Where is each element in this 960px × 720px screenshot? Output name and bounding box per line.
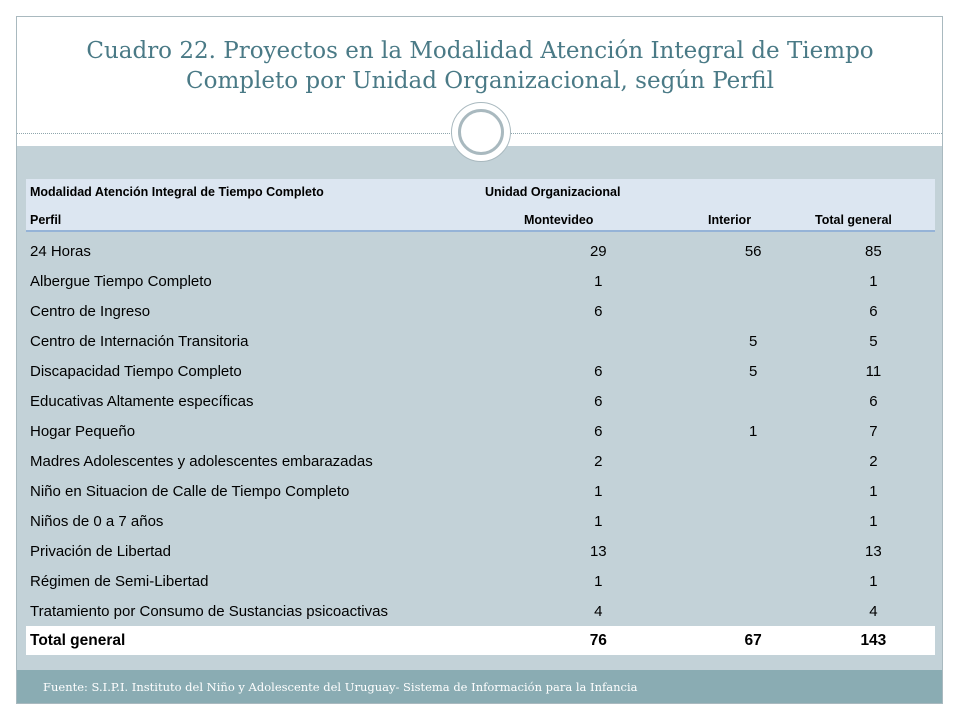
row-label: Tratamiento por Consumo de Sustancias psicoactivas xyxy=(30,602,388,620)
cell-montevideo: 1 xyxy=(594,512,603,530)
table-row xyxy=(26,416,935,446)
row-label: Privación de Libertad xyxy=(30,542,171,560)
cell-montevideo: 6 xyxy=(594,302,603,320)
row-label: Niños de 0 a 7 años xyxy=(30,512,164,530)
row-label: Total general xyxy=(26,626,502,655)
cell-interior xyxy=(695,296,812,326)
cell-montevideo: 29 xyxy=(589,242,607,260)
cell-montevideo xyxy=(502,326,695,356)
table-row xyxy=(26,566,935,596)
cell-montevideo: 13 xyxy=(589,542,607,560)
row-label: Régimen de Semi-Libertad xyxy=(30,572,209,590)
cell-montevideo: 1 xyxy=(594,272,603,290)
data-table xyxy=(26,236,935,655)
table-row xyxy=(26,506,935,536)
row-label: Centro de Ingreso xyxy=(30,302,151,320)
title-line-2: Completo por Unidad Organizacional, según Perfil xyxy=(186,68,774,94)
cell-interior xyxy=(695,266,812,296)
table-row xyxy=(26,266,935,296)
cell-interior: 56 xyxy=(744,242,762,260)
cell-interior xyxy=(695,446,812,476)
cell-interior xyxy=(695,386,812,416)
cell-interior xyxy=(695,506,812,536)
cell-total: 2 xyxy=(869,452,878,470)
cell-interior xyxy=(695,566,812,596)
cell-interior: 5 xyxy=(749,332,758,350)
source-note: Fuente: S.I.P.I. Instituto del Niño y Adolescente del Uruguay- Sistema de Información para la Infancia xyxy=(43,680,638,694)
table-row xyxy=(26,296,935,326)
cell-montevideo: 1 xyxy=(594,572,603,590)
cell-total: 4 xyxy=(869,602,878,620)
cell-interior xyxy=(695,536,812,566)
header-col-interior: Interior xyxy=(708,213,752,227)
table-body xyxy=(26,236,935,655)
cell-total: 6 xyxy=(869,302,878,320)
row-label: Centro de Internación Transitoria xyxy=(30,332,249,350)
cell-total: 7 xyxy=(869,422,878,440)
title-line-1: Cuadro 22. Proyectos en la Modalidad Atención Integral de Tiempo xyxy=(86,38,874,64)
row-label: 24 Horas xyxy=(30,242,91,260)
cell-total: 143 xyxy=(812,626,935,655)
cell-total: 6 xyxy=(869,392,878,410)
table-row xyxy=(26,356,935,386)
row-label: Niño en Situacion de Calle de Tiempo Completo xyxy=(30,482,350,500)
header-modalidad: Modalidad Atención Integral de Tiempo Completo xyxy=(30,185,324,199)
cell-total: 13 xyxy=(865,542,882,560)
table-row xyxy=(26,446,935,476)
header-unidad-organizacional: Unidad Organizacional xyxy=(485,185,621,199)
cell-interior xyxy=(695,476,812,506)
cell-interior: 1 xyxy=(749,422,758,440)
header-col-montevideo: Montevideo xyxy=(524,213,594,227)
cell-total: 85 xyxy=(865,242,882,260)
cell-total: 11 xyxy=(865,362,882,380)
cell-total: 5 xyxy=(869,332,878,350)
table-row xyxy=(26,596,935,626)
cell-montevideo: 76 xyxy=(502,626,695,655)
cell-total: 1 xyxy=(869,482,878,500)
header-perfil: Perfil xyxy=(30,213,62,227)
total-row xyxy=(26,626,935,655)
header-col-total: Total general xyxy=(815,213,892,227)
row-label: Discapacidad Tiempo Completo xyxy=(30,362,242,380)
table-row xyxy=(26,536,935,566)
row-label: Madres Adolescentes y adolescentes embarazadas xyxy=(30,452,373,470)
cell-interior: 5 xyxy=(749,362,758,380)
cell-total: 1 xyxy=(869,272,878,290)
row-label: Hogar Pequeño xyxy=(30,422,136,440)
table-row xyxy=(26,476,935,506)
cell-montevideo: 4 xyxy=(594,602,603,620)
cell-montevideo: 6 xyxy=(594,362,603,380)
table-row xyxy=(26,326,935,356)
cell-montevideo: 6 xyxy=(594,392,603,410)
slide-title xyxy=(60,36,900,96)
cell-montevideo: 1 xyxy=(594,482,603,500)
cell-montevideo: 2 xyxy=(594,452,603,470)
table-row xyxy=(26,386,935,416)
cell-montevideo: 6 xyxy=(594,422,603,440)
table-row xyxy=(26,236,935,266)
cell-interior: 67 xyxy=(695,626,812,655)
cell-total: 1 xyxy=(869,512,878,530)
cell-interior xyxy=(695,596,812,626)
table-header xyxy=(26,179,935,232)
cell-total: 1 xyxy=(869,572,878,590)
row-label: Albergue Tiempo Completo xyxy=(30,272,212,290)
divider-ring-icon xyxy=(458,109,504,155)
row-label: Educativas Altamente específicas xyxy=(30,392,254,410)
